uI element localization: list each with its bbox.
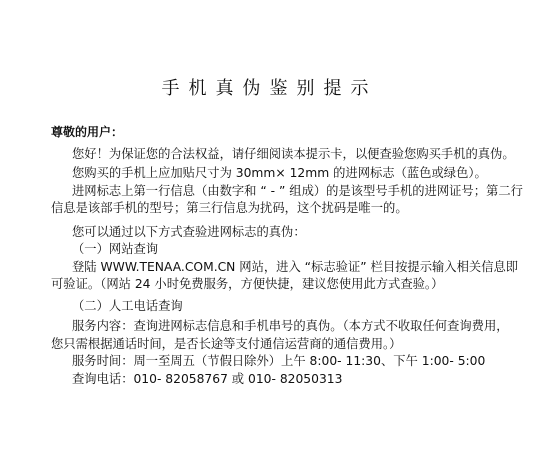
section-heading-website: （一）网站查询 [72,242,159,256]
service-hours: 服务时间：周一至周五（节假日除外）上午 8:00- 11:30、下午 1:00- 5:00 [72,354,486,368]
paragraph-line-10: 服务内容：查询进网标志信息和手机串号的真伪。（本方式不收取任何查询费用， [72,319,509,333]
paragraph-line-5: 您可以通过以下方式查验进网标志的真伪： [72,225,306,239]
paragraph-line-3: 进网标志上第一行信息（由数字和 “ - ” 组成）的是该型号手机的进网证号；第二行 [72,184,523,198]
paragraph-line-8: 可验证。（网站 24 小时免费服务，方便快捷，建议您使用此方式查验。） [51,277,444,291]
section-heading-phone: （二）人工电话查询 [72,299,183,313]
document-title: 手机真伪鉴别提示 [161,78,378,99]
paragraph-line-1: 您好！为保证您的合法权益，请仔细阅读本提示卡，以便查验您购买手机的真伪。 [72,147,515,161]
greeting: 尊敬的用户： [51,125,124,139]
paragraph-line-2: 您购买的手机上应加贴尺寸为 30mm× 12mm 的进网标志（蓝色或绿色）。 [72,166,487,180]
hotline: 查询电话：010- 82058767 或 010- 82050313 [72,372,343,386]
paragraph-line-11: 您只需根据通话时间，是否长途等支付通信运营商的通信费用。） [51,337,402,351]
paragraph-line-7: 登陆 WWW.TENAA.COM.CN 网站，进入 “标志验证” 栏目按提示输入相关信息即 [72,260,519,274]
paragraph-line-4: 信息是该部手机的型号；第三行信息为扰码，这个扰码是唯一的。 [51,201,408,215]
